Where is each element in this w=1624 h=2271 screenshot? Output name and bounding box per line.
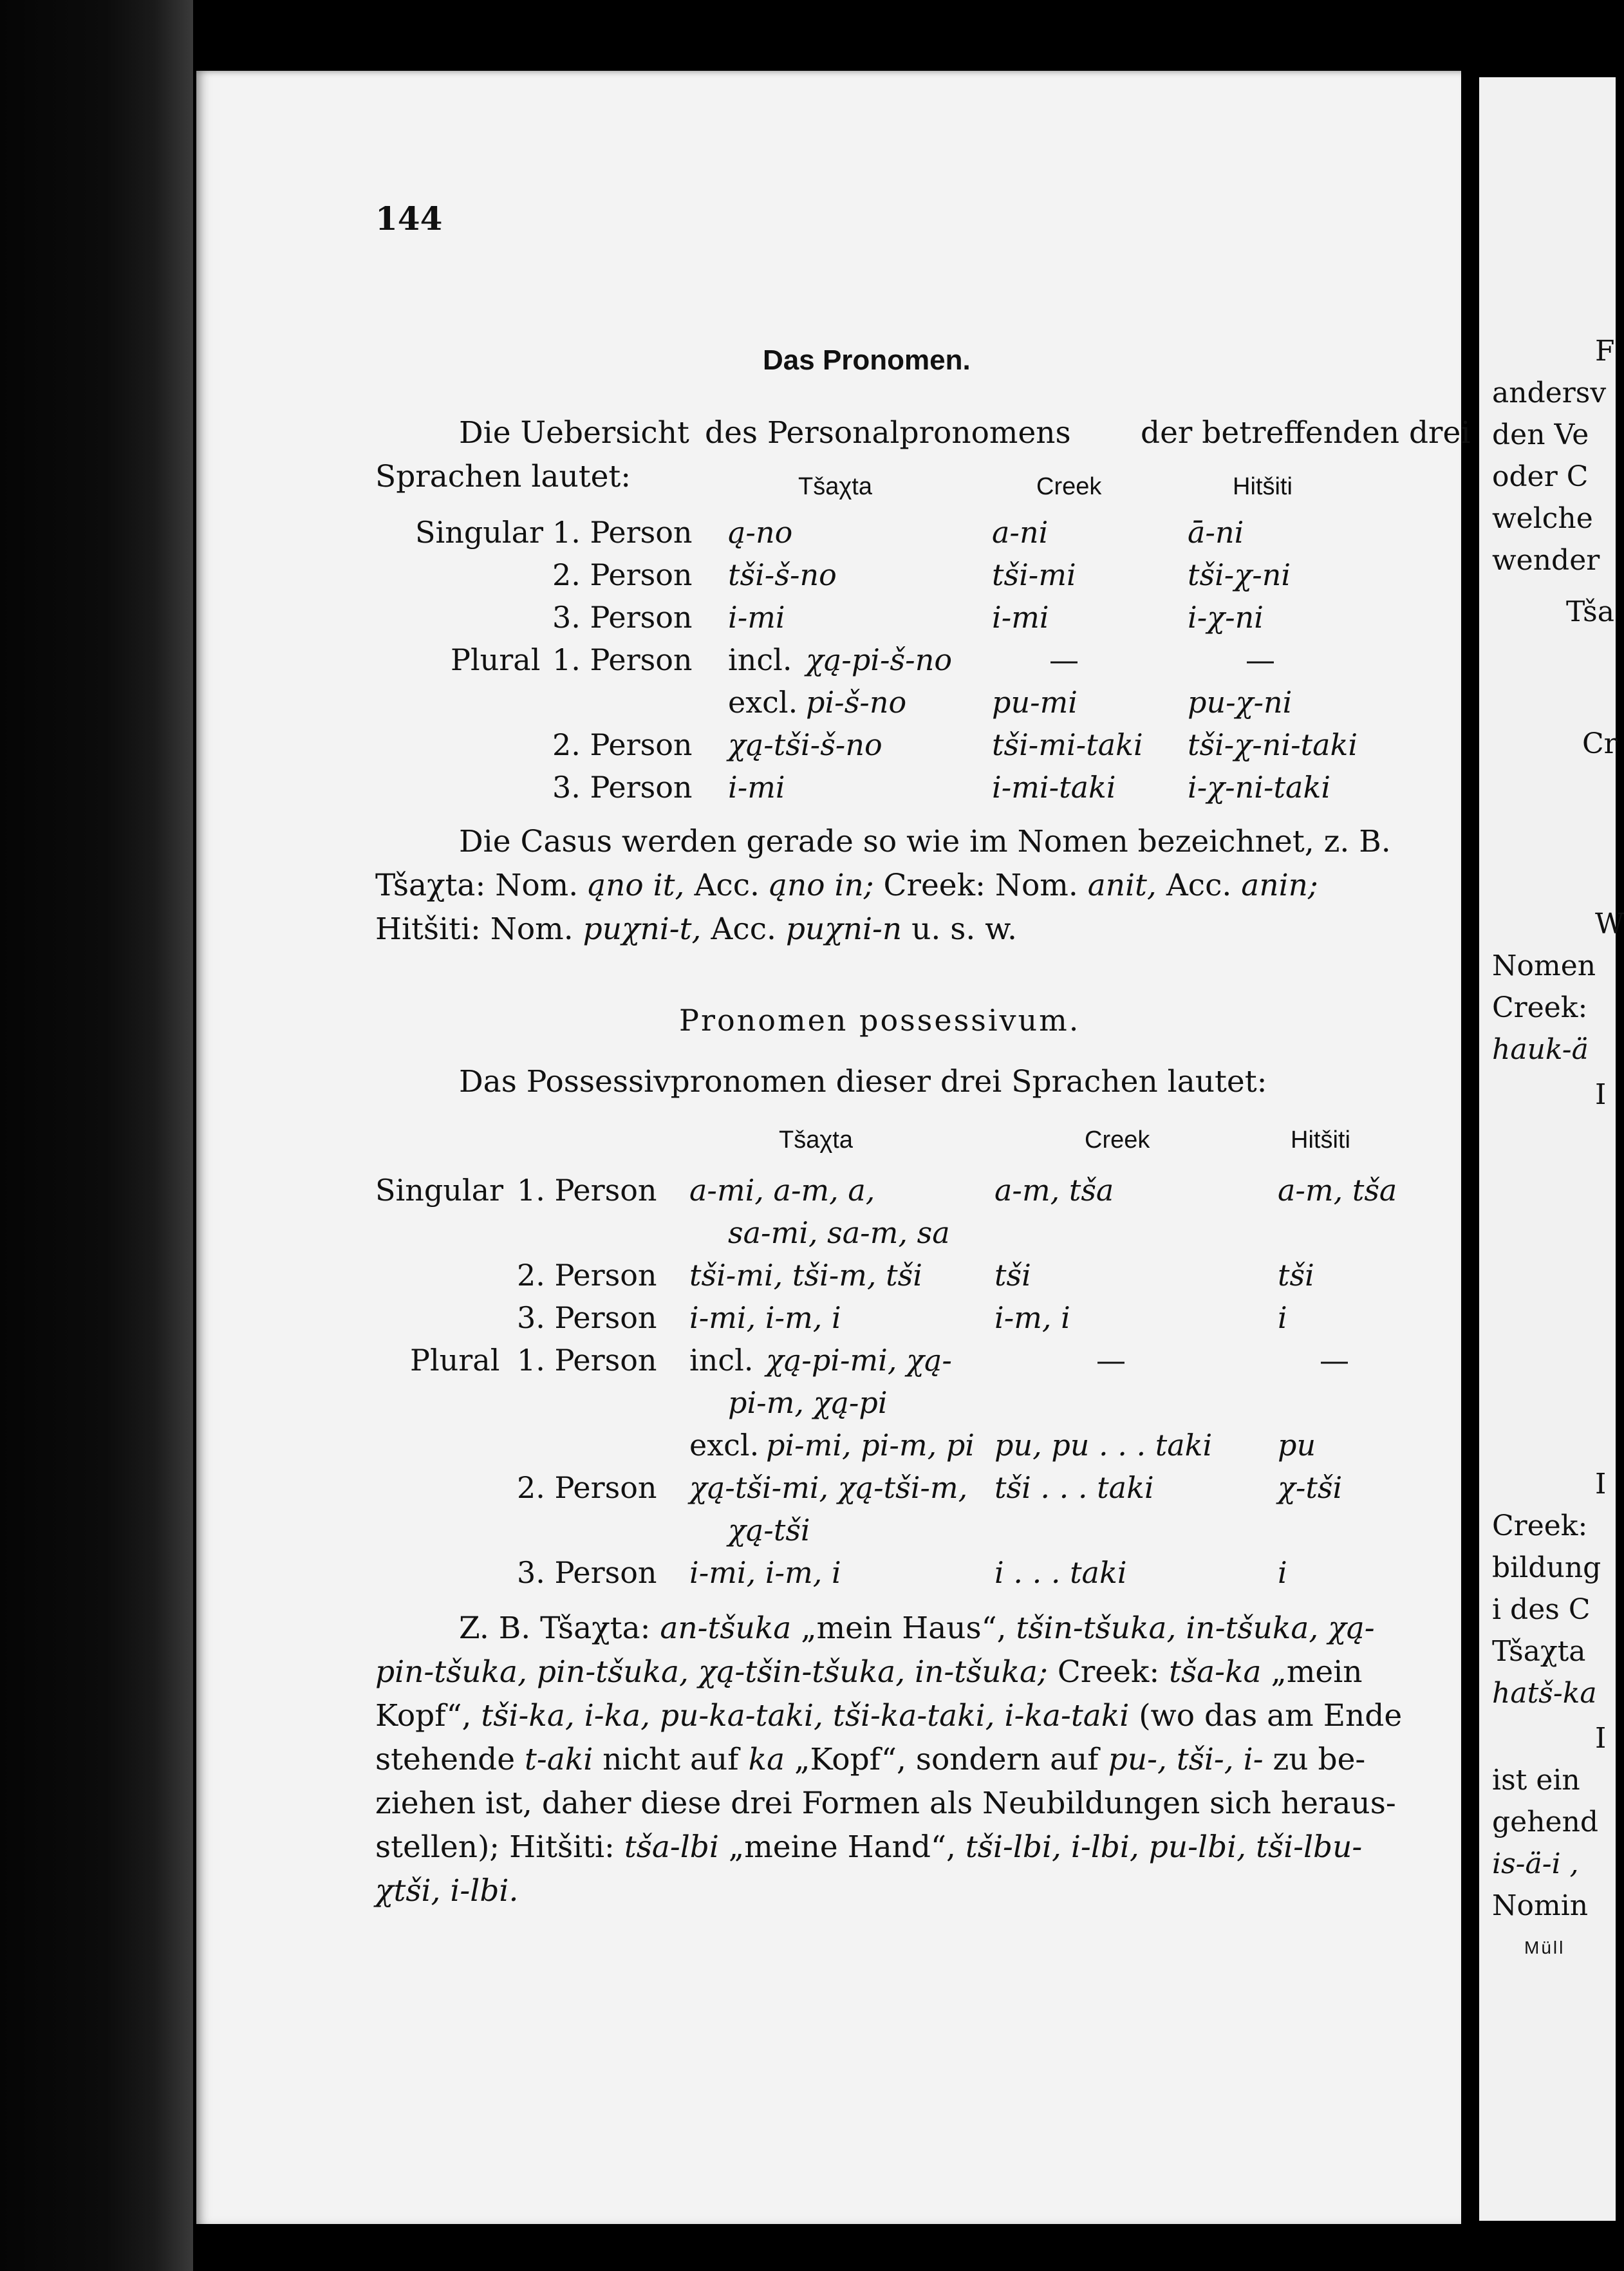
section-title: Das Pronomen. xyxy=(763,344,971,376)
table1-prefix: excl. xyxy=(728,685,798,720)
casus-line-2 xyxy=(375,868,1318,903)
table2-hitsiti: tši xyxy=(1278,1258,1314,1293)
table2-prefix: excl. xyxy=(689,1428,760,1463)
table1-creek: i-mi-taki xyxy=(992,770,1116,805)
table2-tsaxta: sa-mi, sa-m, sa xyxy=(728,1215,950,1250)
table2-tsaxta: χą-pi-mi, χą- xyxy=(766,1343,952,1378)
italic-run: ka xyxy=(748,1742,785,1777)
table1-person: 2. Person xyxy=(552,727,693,762)
italic-run: ąno it, xyxy=(588,868,685,903)
possessive-intro: Das Possessivpronomen dieser drei Sprachen lautet: xyxy=(459,1064,1267,1099)
facing-page-text: wender xyxy=(1492,544,1600,577)
page-number: 144 xyxy=(375,200,443,238)
table1-header-tsaxta: Tšaχta xyxy=(798,473,872,500)
intro-line-1b: des Personalpronomens xyxy=(705,415,1071,451)
text-run: nicht auf xyxy=(593,1742,749,1777)
casus-line-1: Die Casus werden gerade so wie im Nomen bezeichnet, z. B. xyxy=(459,824,1391,859)
table2-tsaxta: i-mi, i-m, i xyxy=(689,1300,841,1335)
table1-creek: a-ni xyxy=(992,515,1049,550)
facing-page-text: I xyxy=(1595,1468,1607,1500)
facing-page-text: I xyxy=(1595,1078,1607,1111)
example-line xyxy=(375,1698,1402,1734)
table1-hitsiti: tši-χ-ni-taki xyxy=(1188,727,1358,762)
facing-page-text: Nomen xyxy=(1492,949,1596,982)
italic-run: tšin-tšuka, in-tšuka, χą- xyxy=(1016,1611,1375,1646)
table2-tsaxta: χą-tši-mi, χą-tši-m, xyxy=(689,1470,968,1505)
table1-header-hitsiti: Hitšiti xyxy=(1233,473,1293,500)
italic-run: anit, xyxy=(1087,868,1157,903)
table1-hitsiti: i-χ-ni-taki xyxy=(1188,770,1331,805)
italic-run: tši-ka, i-ka, pu-ka-taki, tši-ka-taki, i-ka-taki xyxy=(481,1698,1130,1734)
italic-run: tša-ka xyxy=(1169,1654,1262,1690)
table2-person: 2. Person xyxy=(517,1470,657,1505)
table1-hitsiti: tši-χ-ni xyxy=(1188,557,1291,592)
facing-page-text: I xyxy=(1595,1722,1607,1755)
table1-header-creek: Creek xyxy=(1036,473,1102,500)
italic-run: anin; xyxy=(1241,868,1318,903)
text-run: Acc. xyxy=(684,868,769,903)
table2-creek: pu, pu . . . taki xyxy=(994,1428,1213,1463)
text-run: Acc. xyxy=(701,911,786,947)
italic-run: puχni-t, xyxy=(583,911,702,947)
text-run: Creek: xyxy=(1047,1654,1170,1690)
table2-header-hitsiti: Hitšiti xyxy=(1291,1126,1350,1154)
facing-page-text: Nomin xyxy=(1492,1889,1589,1922)
table2-tsaxta: pi-m, χą-pi xyxy=(728,1385,888,1420)
table2-tsaxta: tši-mi, tši-m, tši xyxy=(689,1258,922,1293)
table1-prefix: incl. xyxy=(728,642,792,677)
table1-tsaxta: i-mi xyxy=(728,600,785,635)
facing-page-text: gehend xyxy=(1492,1806,1599,1838)
table2-creek: i-m, i xyxy=(994,1300,1070,1335)
facing-page-text: hatš-ka xyxy=(1492,1677,1597,1710)
text-run: „mein xyxy=(1261,1654,1363,1690)
facing-page-text: bildung xyxy=(1492,1551,1601,1584)
facing-page-text: i des C xyxy=(1492,1593,1591,1626)
text-run: Tšaχta: Nom. xyxy=(375,868,588,903)
facing-page-text: oder C xyxy=(1492,460,1589,493)
facing-page-fragment xyxy=(1479,77,1624,2221)
table2-person: 1. Person xyxy=(517,1173,657,1208)
text-run: (wo das am Ende xyxy=(1129,1698,1403,1734)
table2-person: 1. Person xyxy=(517,1343,657,1378)
table1-creek: — xyxy=(1049,642,1079,677)
text-run: u. s. w. xyxy=(902,911,1017,947)
table2-hitsiti: — xyxy=(1320,1343,1349,1378)
facing-page-text: W xyxy=(1595,908,1624,940)
text-run: „Kopf“, sondern auf xyxy=(785,1742,1108,1777)
facing-page-text: Cr xyxy=(1582,727,1618,760)
italic-run: ąno in; xyxy=(769,868,874,903)
table2-person: 3. Person xyxy=(517,1300,657,1335)
italic-run: tša-lbi xyxy=(624,1829,719,1865)
table2-person: 2. Person xyxy=(517,1258,657,1293)
table2-creek: tši . . . taki xyxy=(994,1470,1154,1505)
casus-line-3 xyxy=(375,911,1017,947)
table2-hitsiti: i xyxy=(1278,1555,1287,1590)
facing-page-text: Tšaχta xyxy=(1492,1635,1586,1668)
facing-page-text: is-ä-i , xyxy=(1492,1847,1579,1880)
table1-tsaxta: ą-no xyxy=(728,515,793,550)
table2-tsaxta: pi-mi, pi-m, pi xyxy=(766,1428,975,1463)
table2-number: Singular xyxy=(375,1173,504,1208)
table2-tsaxta: i-mi, i-m, i xyxy=(689,1555,841,1590)
subsection-title: Pronomen possessivum. xyxy=(679,1003,1081,1038)
example-line xyxy=(375,1742,1365,1777)
table1-number: Singular xyxy=(415,515,544,550)
table1-tsaxta: χą-pi-š-no xyxy=(806,642,953,677)
table1-person: 1. Person xyxy=(552,642,693,677)
facing-page-text: welche xyxy=(1492,502,1593,535)
table2-creek: a-m, tša xyxy=(994,1173,1114,1208)
table1-hitsiti: ā-ni xyxy=(1188,515,1244,550)
intro-line-1c: der betreffenden drei xyxy=(1141,415,1471,451)
table1-person: 2. Person xyxy=(552,557,693,592)
table1-number: Plural xyxy=(451,642,541,677)
text-run: Creek: Nom. xyxy=(873,868,1088,903)
table1-hitsiti: pu-χ-ni xyxy=(1188,685,1293,720)
text-run: Kopf“, xyxy=(375,1698,481,1734)
table2-hitsiti: χ-tši xyxy=(1278,1470,1343,1505)
table1-person: 3. Person xyxy=(552,770,693,805)
table1-tsaxta: χą-tši-š-no xyxy=(728,727,882,762)
intro-line-2: Sprachen lautet: xyxy=(375,459,631,494)
table2-number: Plural xyxy=(410,1343,500,1378)
table2-tsaxta: χą-tši xyxy=(728,1513,810,1547)
facing-page-text: Müll xyxy=(1524,1938,1565,1958)
example-line xyxy=(375,1829,1362,1865)
table2-creek: i . . . taki xyxy=(994,1555,1127,1590)
table2-header-creek: Creek xyxy=(1085,1126,1150,1154)
table1-creek: tši-mi-taki xyxy=(992,727,1143,762)
table1-tsaxta: tši-š-no xyxy=(728,557,837,592)
italic-run: tši-lbi, i-lbi, pu-lbi, tši-lbu- xyxy=(965,1829,1363,1865)
example-line xyxy=(459,1611,1375,1646)
text-run: stellen); Hitšiti: xyxy=(375,1829,624,1865)
facing-page-text: den Ve xyxy=(1492,418,1589,451)
italic-run: puχni-n xyxy=(785,911,902,947)
facing-page-text: hauk-ä xyxy=(1492,1033,1589,1066)
table2-hitsiti: a-m, tša xyxy=(1278,1173,1397,1208)
table1-creek: tši-mi xyxy=(992,557,1076,592)
italic-run: t-aki xyxy=(525,1742,593,1777)
table2-tsaxta: a-mi, a-m, a, xyxy=(689,1173,875,1208)
facing-page-text: Creek: xyxy=(1492,991,1588,1024)
table1-hitsiti: i-χ-ni xyxy=(1188,600,1264,635)
table1-hitsiti: — xyxy=(1246,642,1275,677)
table2-hitsiti: i xyxy=(1278,1300,1287,1335)
example-line xyxy=(375,1786,1396,1821)
text-run: „mein Haus“, xyxy=(791,1611,1016,1646)
scan-left-margin xyxy=(0,0,193,2271)
italic-run: χtši, i-lbi. xyxy=(375,1873,519,1909)
table2-hitsiti: pu xyxy=(1278,1428,1316,1463)
table1-creek: i-mi xyxy=(992,600,1049,635)
table2-creek: tši xyxy=(994,1258,1031,1293)
table1-tsaxta: pi-š-no xyxy=(806,685,907,720)
book-page xyxy=(196,71,1471,2224)
text-run: Acc. xyxy=(1156,868,1242,903)
table2-person: 3. Person xyxy=(517,1555,657,1590)
example-line xyxy=(375,1654,1363,1690)
text-run: „meine Hand“, xyxy=(718,1829,966,1865)
table1-person: 1. Person xyxy=(552,515,693,550)
facing-page-text: andersv xyxy=(1492,377,1607,409)
facing-page-text: ist ein xyxy=(1492,1764,1580,1797)
text-run: zu be- xyxy=(1263,1742,1366,1777)
table2-header-tsaxta: Tšaχta xyxy=(779,1126,853,1154)
text-run: ziehen ist, daher diese drei Formen als Neubildungen sich heraus- xyxy=(375,1786,1396,1821)
text-run: Z. B. Tšaχta: xyxy=(459,1611,660,1646)
text-run: Hitšiti: Nom. xyxy=(375,911,583,947)
intro-line-1: Die Uebersicht xyxy=(459,415,689,451)
italic-run: pin-tšuka, pin-tšuka, χą-tšin-tšuka, in-tšuka; xyxy=(375,1654,1048,1690)
table2-creek: — xyxy=(1096,1343,1126,1378)
table1-tsaxta: i-mi xyxy=(728,770,785,805)
facing-page-text: Creek: xyxy=(1492,1509,1588,1542)
table1-creek: pu-mi xyxy=(992,685,1078,720)
text-run: stehende xyxy=(375,1742,525,1777)
facing-page-text: F xyxy=(1595,335,1615,368)
table1-person: 3. Person xyxy=(552,600,693,635)
italic-run: pu-, tši-, i- xyxy=(1108,1742,1264,1777)
italic-run: an-tšuka xyxy=(660,1611,792,1646)
example-line xyxy=(375,1873,518,1909)
table2-prefix: incl. xyxy=(689,1343,754,1378)
facing-page-text: Tša xyxy=(1566,595,1614,628)
